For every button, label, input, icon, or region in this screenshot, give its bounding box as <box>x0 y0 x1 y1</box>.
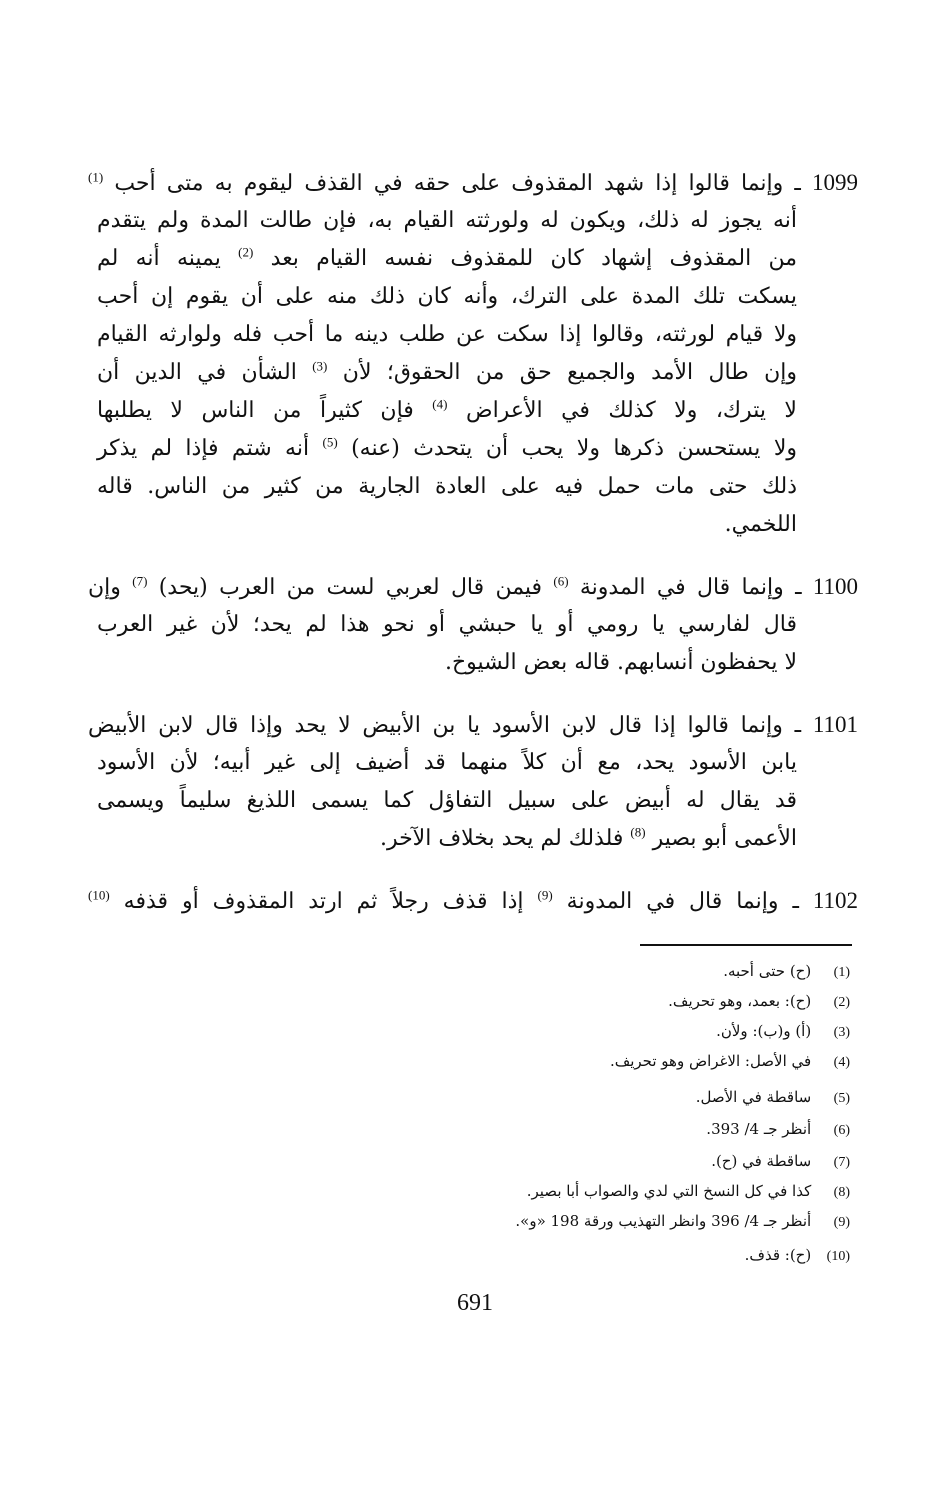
footnote-number: (5) <box>833 1091 850 1106</box>
footnote-number: (6) <box>833 1123 850 1138</box>
entry-text: لا يترك، ولا كذلك في الأعراض <box>465 398 797 423</box>
entry-text: ـ وإنما قالوا إذا قال لابن الأسود يا بن الأبيض لا يحد وإذا قال لابن الأبيض <box>88 713 802 738</box>
footnote-divider <box>640 944 852 946</box>
entry-number: 1100 <box>812 574 858 599</box>
entry-1100-line-2 <box>97 610 797 640</box>
footnote-ref: (5) <box>322 434 338 450</box>
entry-1102-line-1 <box>88 886 858 917</box>
entry-text: الشأن في الدين أن <box>97 360 297 385</box>
footnote-ref: (10) <box>88 887 110 903</box>
footnote-text: كذا في كل النسخ التي لدي والصواب أبا بصير. <box>526 1182 812 1200</box>
footnote-number: (9) <box>833 1215 850 1230</box>
footnote-number: (4) <box>833 1055 850 1070</box>
footnote-item <box>716 1020 850 1044</box>
footnote-ref: (1) <box>88 169 104 185</box>
entry-text: فيمن قال لعربي لست من العرب (يحد) <box>158 575 543 600</box>
footnote-item <box>745 1244 850 1268</box>
entry-text: أنه شتم فإذا لم يذكر <box>97 436 310 461</box>
footnote-text: ساقطة في الأصل. <box>695 1088 812 1106</box>
footnote-text: (أ) و(ب): ولأن. <box>716 1022 812 1040</box>
entry-text: الأعمى أبو بصير <box>652 826 797 851</box>
footnote-ref: (9) <box>537 887 553 903</box>
entry-1099-line-10 <box>725 510 797 540</box>
entry-text: ـ وإنما قال في المدونة <box>566 889 799 914</box>
footnote-number: (10) <box>826 1249 850 1264</box>
footnote-ref: (4) <box>432 396 448 412</box>
entry-text: فلذلك لم يحد بخلاف الآخر. <box>379 826 624 851</box>
entry-1101-line-3 <box>97 786 797 816</box>
footnote-text: أنظر جـ 4/ 396 وانظر التهذيب ورقة 198 «و». <box>515 1212 812 1230</box>
entry-text: ـ وإنما قال في المدونة <box>579 575 802 600</box>
entry-text: اللخمي. <box>724 512 797 537</box>
entry-text: يسكت تلك المدة على الترك، وأنه كان ذلك منه على أن يقوم إن أحب <box>97 284 797 309</box>
entry-1099-line-1 <box>88 168 858 199</box>
entry-text: فإن كثيراً من الناس لا يطلبها <box>97 398 414 423</box>
entry-text: وإن <box>88 575 121 600</box>
entry-1099-line-3 <box>97 244 797 274</box>
entry-number: 1101 <box>812 712 858 737</box>
entry-text: يابن الأسود يحد، مع أن كلاً منهما قد أضيف إلى غير أبيه؛ لأن الأسود <box>97 750 797 775</box>
footnote-ref: (2) <box>238 244 254 260</box>
entry-1099-line-9 <box>97 472 797 502</box>
entry-text: ذلك حتى مات حمل فيه على العادة الجارية من كثير من الناس. قاله <box>97 474 797 499</box>
footnote-number: (8) <box>833 1185 850 1200</box>
entry-text: ولا قيام لورثته، وقالوا إذا سكت عن طلب دينه ما أحب فله ولوارثه القيام <box>97 322 797 347</box>
entry-1099-line-2 <box>97 206 797 236</box>
footnote-item <box>706 1118 850 1142</box>
entry-text: إذا قذف رجلاً ثم ارتد المقذوف أو قذفه <box>123 889 524 914</box>
entry-text: يمينه أنه لم <box>97 246 221 271</box>
entry-text: من المقذوف إشهاد كان للمقذوف نفسه القيام بعد <box>270 246 797 271</box>
entry-text: قد يقال له أبيض على سبيل التفاؤل كما يسمى اللذيغ سليماً ويسمى <box>97 788 797 813</box>
footnote-text: (ح): قذف. <box>744 1246 812 1264</box>
footnote-item <box>668 990 850 1014</box>
footnote-number: (1) <box>833 965 850 980</box>
footnote-number: (7) <box>833 1155 850 1170</box>
footnote-text: أنظر جـ 4/ 393. <box>706 1120 812 1138</box>
footnote-number: (2) <box>833 995 850 1010</box>
entry-number: 1099 <box>812 170 858 195</box>
entry-1099-line-5 <box>97 320 797 350</box>
entry-1100-line-1 <box>88 572 858 603</box>
entry-1100-line-3 <box>445 648 797 678</box>
footnote-item <box>711 1150 850 1174</box>
entry-1101-line-1 <box>88 710 858 741</box>
footnote-text: ساقطة في (ح). <box>711 1152 812 1170</box>
entry-text: ولا يستحسن ذكرها ولا يحب أن يتحدث (عنه) <box>351 436 797 461</box>
entry-1101-line-4 <box>380 824 797 854</box>
entry-number: 1102 <box>812 888 859 913</box>
entry-1099-line-6 <box>97 358 797 388</box>
footnote-item <box>696 1086 850 1110</box>
footnote-item <box>515 1210 850 1234</box>
footnote-text: (ح): بعمد، وهو تحريف. <box>668 992 812 1010</box>
entry-text: وإن طال الأمد والجميع حق من الحقوق؛ لأن <box>342 360 798 385</box>
entry-text: أنه يجوز له ذلك، ويكون له ولورثته القيام به، فإن طالت المدة ولم يتقدم <box>97 208 798 233</box>
footnote-ref: (7) <box>132 573 148 589</box>
entry-text: لا يحفظون أنسابهم. قاله بعض الشيوخ. <box>444 650 797 675</box>
footnote-text: في الأصل: الاغراض وهو تحريف. <box>609 1052 812 1070</box>
entry-text: ـ وإنما قالوا إذا شهد المقذوف على حقه في القذف ليقوم به متى أحب <box>114 171 801 196</box>
footnote-ref: (8) <box>630 824 646 840</box>
entry-1099-line-8 <box>97 434 797 464</box>
footnote-ref: (3) <box>312 358 328 374</box>
entry-text: قال لفارسي يا رومي أو يا حبشي أو نحو هذا لم يحد؛ لأن غير العرب <box>97 612 797 637</box>
footnote-item <box>610 1050 850 1074</box>
entry-1099-line-7 <box>97 396 797 426</box>
entry-1101-line-2 <box>97 748 797 778</box>
footnote-item <box>723 960 850 984</box>
footnote-item <box>527 1180 850 1204</box>
footnote-text: (ح) حتى أحبه. <box>723 962 812 980</box>
page-number: 691 <box>457 1290 493 1316</box>
entry-1099-line-4 <box>97 282 797 312</box>
footnote-ref: (6) <box>553 573 569 589</box>
footnote-number: (3) <box>833 1025 850 1040</box>
